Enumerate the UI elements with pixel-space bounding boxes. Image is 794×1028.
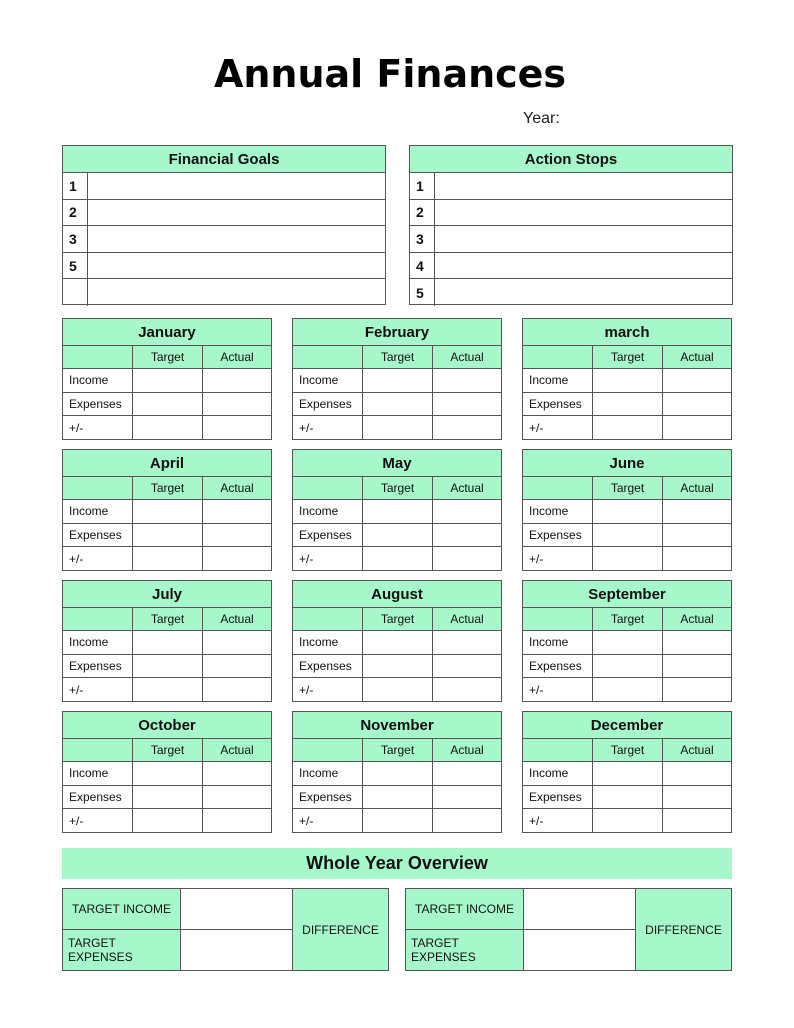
actual-header: Actual — [220, 612, 254, 626]
target-income-input[interactable] — [524, 889, 635, 930]
target-header: Target — [133, 477, 203, 499]
target-expenses-input[interactable] — [524, 930, 635, 970]
expenses-label: Expenses — [293, 524, 363, 547]
step-input[interactable] — [435, 253, 732, 279]
income-row — [63, 369, 271, 393]
target-header: Target — [133, 346, 203, 368]
expenses-row — [63, 786, 271, 810]
income-label: Income — [63, 762, 133, 785]
expenses-label: Expenses — [63, 524, 133, 547]
income-row — [523, 762, 731, 786]
month-column-header — [63, 477, 271, 500]
blank-header-cell — [63, 346, 133, 368]
goal-input[interactable] — [88, 279, 385, 306]
expenses-actual-input[interactable] — [663, 786, 731, 809]
month-column-header — [63, 739, 271, 762]
income-row — [293, 762, 501, 786]
expenses-row — [523, 524, 731, 548]
target-header: Target — [363, 477, 433, 499]
actual-header: Actual — [450, 743, 484, 757]
difference-row-label: +/- — [293, 416, 363, 440]
expenses-actual-input[interactable] — [663, 393, 731, 416]
action-steps-table — [409, 145, 733, 305]
month-table — [522, 580, 732, 702]
difference-row-label: +/- — [63, 678, 133, 702]
difference-target-input[interactable] — [363, 809, 433, 833]
goal-number: 5 — [63, 253, 88, 279]
expenses-row — [523, 655, 731, 679]
expenses-label: Expenses — [63, 786, 133, 809]
step-row — [410, 200, 732, 227]
expenses-label: Expenses — [293, 393, 363, 416]
difference-actual-input[interactable] — [663, 416, 731, 440]
step-number: 4 — [410, 253, 435, 279]
income-row — [293, 500, 501, 524]
expenses-row — [63, 393, 271, 417]
target-header: Target — [593, 739, 663, 761]
difference-target-input[interactable] — [133, 678, 203, 702]
month-table — [292, 449, 502, 571]
month-table — [522, 449, 732, 571]
income-target-input[interactable] — [593, 631, 663, 654]
difference-actual-input[interactable] — [203, 809, 271, 833]
difference-row — [293, 547, 501, 571]
income-row — [63, 631, 271, 655]
expenses-actual-input[interactable] — [203, 655, 271, 678]
goal-row — [63, 226, 385, 253]
month-column-header — [293, 346, 501, 369]
income-target-input[interactable] — [363, 631, 433, 654]
income-label: Income — [293, 369, 363, 392]
expenses-row — [63, 655, 271, 679]
target-header: Target — [133, 739, 203, 761]
expenses-actual-input[interactable] — [433, 524, 501, 547]
difference-row-label: +/- — [293, 678, 363, 702]
step-number: 5 — [410, 279, 435, 306]
target-expenses-input[interactable] — [181, 930, 292, 970]
actual-header: Actual — [450, 481, 484, 495]
action-steps-title: Action Stops — [410, 146, 732, 173]
difference-target-input[interactable] — [363, 416, 433, 440]
step-input[interactable] — [435, 279, 732, 306]
income-row — [523, 369, 731, 393]
difference-row — [63, 809, 271, 833]
month-column-header — [523, 477, 731, 500]
difference-row-label: +/- — [293, 547, 363, 571]
income-target-input[interactable] — [363, 500, 433, 523]
difference-row — [293, 678, 501, 702]
income-target-input[interactable] — [593, 369, 663, 392]
expenses-target-input[interactable] — [593, 524, 663, 547]
expenses-row — [293, 655, 501, 679]
month-table — [522, 318, 732, 440]
step-number: 3 — [410, 226, 435, 252]
month-title: December — [523, 712, 731, 739]
step-row — [410, 173, 732, 200]
month-column-header — [293, 477, 501, 500]
expenses-actual-input[interactable] — [433, 655, 501, 678]
income-actual-input[interactable] — [663, 762, 731, 785]
blank-header-cell — [63, 608, 133, 630]
difference-actual-input[interactable] — [663, 678, 731, 702]
actual-header: Actual — [220, 481, 254, 495]
month-title: August — [293, 581, 501, 608]
difference-row-label: +/- — [523, 809, 593, 833]
difference-target-input[interactable] — [593, 547, 663, 571]
income-target-input[interactable] — [133, 500, 203, 523]
income-row — [63, 762, 271, 786]
expenses-actual-input[interactable] — [663, 655, 731, 678]
income-label: Income — [293, 500, 363, 523]
difference-row — [523, 416, 731, 440]
expenses-target-input[interactable] — [133, 786, 203, 809]
month-title: march — [523, 319, 731, 346]
blank-header-cell — [293, 477, 363, 499]
expenses-actual-input[interactable] — [663, 524, 731, 547]
goal-number: 2 — [63, 200, 88, 226]
expenses-label: Expenses — [293, 786, 363, 809]
goal-number: 1 — [63, 173, 88, 199]
expenses-target-input[interactable] — [133, 524, 203, 547]
actual-header: Actual — [680, 612, 714, 626]
difference-row — [63, 416, 271, 440]
expenses-actual-input[interactable] — [433, 393, 501, 416]
income-label: Income — [523, 500, 593, 523]
month-column-header — [293, 608, 501, 631]
expenses-target-input[interactable] — [133, 655, 203, 678]
step-input[interactable] — [435, 173, 732, 199]
goal-number — [63, 279, 88, 306]
step-row — [410, 253, 732, 280]
income-target-input[interactable] — [363, 369, 433, 392]
actual-header: Actual — [220, 743, 254, 757]
expenses-label: Expenses — [63, 655, 133, 678]
income-label: Income — [293, 762, 363, 785]
expenses-label: Expenses — [293, 655, 363, 678]
difference-target-input[interactable] — [593, 678, 663, 702]
month-table — [62, 580, 272, 702]
difference-actual-input[interactable] — [433, 678, 501, 702]
income-actual-input[interactable] — [203, 369, 271, 392]
target-header: Target — [363, 739, 433, 761]
difference-row-label: +/- — [63, 547, 133, 571]
income-actual-input[interactable] — [203, 762, 271, 785]
expenses-label: Expenses — [523, 786, 593, 809]
income-row — [293, 369, 501, 393]
difference-actual-input[interactable] — [433, 547, 501, 571]
income-target-input[interactable] — [133, 762, 203, 785]
target-income-input[interactable] — [181, 889, 292, 930]
difference-row — [523, 809, 731, 833]
difference-row-label: +/- — [293, 809, 363, 833]
month-column-header — [523, 346, 731, 369]
expenses-label: Expenses — [523, 393, 593, 416]
target-expenses-label: TARGET EXPENSES — [411, 936, 476, 964]
difference-label: DIFFERENCE — [645, 922, 722, 937]
expenses-actual-input[interactable] — [203, 393, 271, 416]
target-header: Target — [593, 477, 663, 499]
expenses-actual-input[interactable] — [203, 524, 271, 547]
difference-actual-input[interactable] — [433, 809, 501, 833]
month-title: September — [523, 581, 731, 608]
income-label: Income — [523, 369, 593, 392]
goal-row — [63, 279, 385, 306]
difference-row — [63, 547, 271, 571]
difference-target-input[interactable] — [363, 678, 433, 702]
difference-row-label: +/- — [523, 416, 593, 440]
blank-header-cell — [523, 477, 593, 499]
income-label: Income — [293, 631, 363, 654]
expenses-actual-input[interactable] — [433, 786, 501, 809]
income-actual-input[interactable] — [433, 500, 501, 523]
difference-row-label: +/- — [63, 809, 133, 833]
month-title: May — [293, 450, 501, 477]
goal-row — [63, 200, 385, 227]
month-column-header — [63, 608, 271, 631]
actual-header: Actual — [450, 612, 484, 626]
difference-target-input[interactable] — [133, 809, 203, 833]
month-table — [62, 449, 272, 571]
income-target-input[interactable] — [593, 500, 663, 523]
actual-header: Actual — [680, 481, 714, 495]
actual-header: Actual — [220, 350, 254, 364]
expenses-row — [523, 786, 731, 810]
expenses-target-input[interactable] — [593, 786, 663, 809]
difference-label: DIFFERENCE — [302, 922, 379, 937]
difference-actual-input[interactable] — [663, 809, 731, 833]
step-input[interactable] — [435, 200, 732, 226]
goal-input[interactable] — [88, 226, 385, 252]
income-label: Income — [63, 500, 133, 523]
difference-actual-input[interactable] — [203, 678, 271, 702]
goal-row — [63, 173, 385, 200]
blank-header-cell — [523, 739, 593, 761]
income-actual-input[interactable] — [663, 369, 731, 392]
income-row — [523, 631, 731, 655]
income-target-input[interactable] — [133, 631, 203, 654]
income-actual-input[interactable] — [203, 631, 271, 654]
target-income-label: TARGET INCOME — [406, 889, 523, 930]
goal-number: 3 — [63, 226, 88, 252]
blank-header-cell — [523, 608, 593, 630]
target-header: Target — [593, 346, 663, 368]
expenses-row — [293, 786, 501, 810]
step-number: 2 — [410, 200, 435, 226]
expenses-target-input[interactable] — [363, 393, 433, 416]
month-column-header — [523, 608, 731, 631]
income-row — [293, 631, 501, 655]
target-header: Target — [363, 608, 433, 630]
month-title: January — [63, 319, 271, 346]
income-row — [63, 500, 271, 524]
difference-actual-input[interactable] — [203, 416, 271, 440]
month-table — [292, 318, 502, 440]
difference-actual-input[interactable] — [203, 547, 271, 571]
target-income-label: TARGET INCOME — [63, 889, 180, 930]
difference-target-input[interactable] — [363, 547, 433, 571]
difference-target-input[interactable] — [593, 809, 663, 833]
income-actual-input[interactable] — [663, 500, 731, 523]
overview-title: Whole Year Overview — [62, 848, 732, 879]
month-column-header — [293, 739, 501, 762]
income-actual-input[interactable] — [433, 631, 501, 654]
difference-row — [523, 678, 731, 702]
blank-header-cell — [293, 739, 363, 761]
financial-goals-table — [62, 145, 386, 305]
blank-header-cell — [293, 608, 363, 630]
difference-row — [293, 809, 501, 833]
target-header: Target — [593, 608, 663, 630]
month-title: November — [293, 712, 501, 739]
target-header: Target — [363, 346, 433, 368]
expenses-row — [63, 524, 271, 548]
expenses-row — [293, 393, 501, 417]
difference-row — [293, 416, 501, 440]
month-title: February — [293, 319, 501, 346]
month-title: October — [63, 712, 271, 739]
month-table — [522, 711, 732, 833]
month-title: June — [523, 450, 731, 477]
month-title: July — [63, 581, 271, 608]
expenses-label: Expenses — [523, 655, 593, 678]
expenses-actual-input[interactable] — [203, 786, 271, 809]
income-actual-input[interactable] — [433, 762, 501, 785]
overview-table-right — [405, 888, 732, 971]
actual-header: Actual — [680, 743, 714, 757]
difference-row-label: +/- — [63, 416, 133, 440]
income-label: Income — [523, 762, 593, 785]
income-target-input[interactable] — [363, 762, 433, 785]
target-expenses-label: TARGET EXPENSES — [68, 936, 133, 964]
income-actual-input[interactable] — [663, 631, 731, 654]
income-label: Income — [63, 369, 133, 392]
overview-table-left — [62, 888, 389, 971]
goal-input[interactable] — [88, 173, 385, 199]
step-row — [410, 226, 732, 253]
year-label: Year: — [523, 110, 560, 127]
month-column-header — [63, 346, 271, 369]
expenses-target-input[interactable] — [593, 393, 663, 416]
income-actual-input[interactable] — [433, 369, 501, 392]
expenses-label: Expenses — [63, 393, 133, 416]
income-target-input[interactable] — [133, 369, 203, 392]
difference-target-input[interactable] — [133, 547, 203, 571]
month-title: April — [63, 450, 271, 477]
income-actual-input[interactable] — [203, 500, 271, 523]
difference-row — [63, 678, 271, 702]
expenses-target-input[interactable] — [593, 655, 663, 678]
month-table — [292, 711, 502, 833]
income-label: Income — [523, 631, 593, 654]
blank-header-cell — [63, 477, 133, 499]
expenses-target-input[interactable] — [363, 786, 433, 809]
month-column-header — [523, 739, 731, 762]
step-row — [410, 279, 732, 306]
difference-row-label: +/- — [523, 678, 593, 702]
income-label: Income — [63, 631, 133, 654]
blank-header-cell — [293, 346, 363, 368]
step-number: 1 — [410, 173, 435, 199]
difference-actual-input[interactable] — [433, 416, 501, 440]
difference-row-label: +/- — [523, 547, 593, 571]
difference-target-input[interactable] — [133, 416, 203, 440]
difference-actual-input[interactable] — [663, 547, 731, 571]
goal-input[interactable] — [88, 253, 385, 279]
blank-header-cell — [63, 739, 133, 761]
income-target-input[interactable] — [593, 762, 663, 785]
target-header: Target — [133, 608, 203, 630]
expenses-target-input[interactable] — [363, 655, 433, 678]
month-table — [292, 580, 502, 702]
page-title: Annual Finances — [213, 52, 567, 96]
difference-row — [523, 547, 731, 571]
difference-target-input[interactable] — [593, 416, 663, 440]
expenses-row — [293, 524, 501, 548]
step-input[interactable] — [435, 226, 732, 252]
blank-header-cell — [523, 346, 593, 368]
expenses-target-input[interactable] — [133, 393, 203, 416]
actual-header: Actual — [680, 350, 714, 364]
actual-header: Actual — [450, 350, 484, 364]
financial-goals-title: Financial Goals — [63, 146, 385, 173]
expenses-label: Expenses — [523, 524, 593, 547]
month-table — [62, 711, 272, 833]
income-row — [523, 500, 731, 524]
month-table — [62, 318, 272, 440]
expenses-row — [523, 393, 731, 417]
goal-input[interactable] — [88, 200, 385, 226]
expenses-target-input[interactable] — [363, 524, 433, 547]
goal-row — [63, 253, 385, 280]
